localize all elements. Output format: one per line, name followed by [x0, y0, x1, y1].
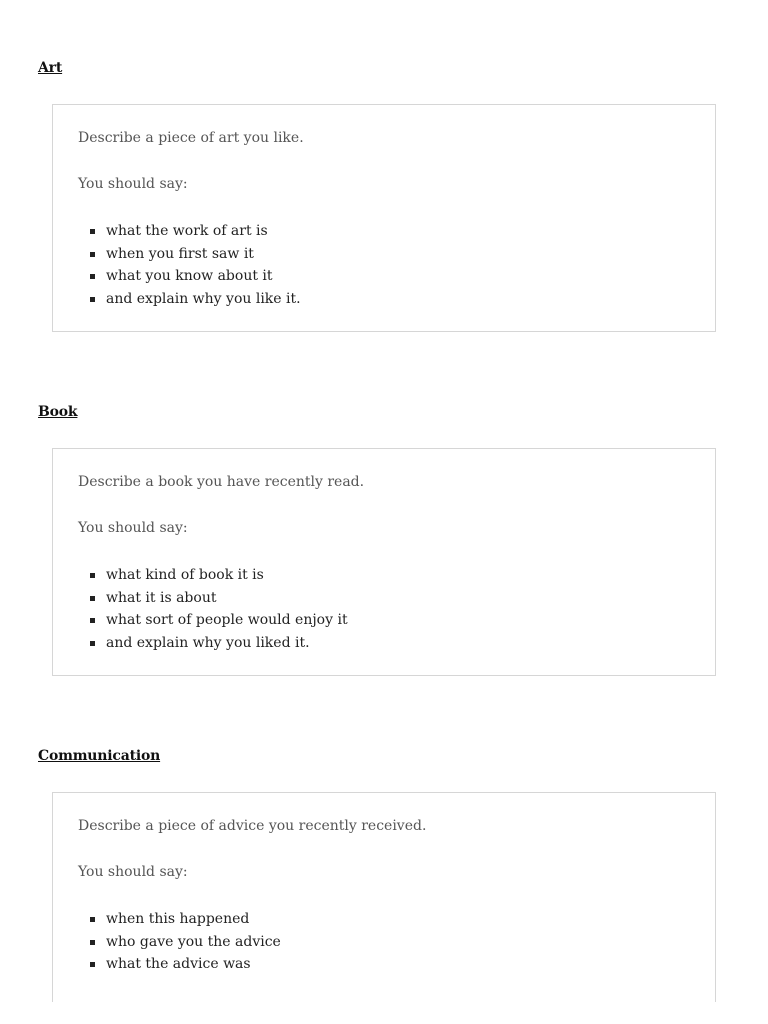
cue-card-art	[52, 104, 716, 332]
list-item	[90, 564, 348, 587]
list-item-text: and explain why you like it.	[106, 291, 301, 308]
cue-card-say-label: You should say:	[78, 864, 188, 880]
list-item-text: what you know about it	[106, 268, 273, 285]
cue-card-say-label: You should say:	[78, 176, 188, 192]
list-item-text: and explain why you liked it.	[106, 635, 310, 652]
square-bullet-icon	[90, 573, 95, 578]
list-item-text: what the advice was	[106, 956, 251, 973]
cue-card-points	[90, 220, 301, 311]
list-item	[90, 632, 348, 655]
cue-card-prompt: Describe a piece of advice you recently received.	[78, 818, 427, 834]
list-item	[90, 908, 281, 931]
cue-card-communication	[52, 792, 716, 1002]
cue-card-book	[52, 448, 716, 676]
section-heading-book: Book	[38, 404, 78, 420]
square-bullet-icon	[90, 641, 95, 646]
list-item	[90, 609, 348, 632]
list-item-text: when this happened	[106, 911, 250, 927]
list-item	[90, 288, 301, 311]
section-heading-communication: Communication	[38, 748, 161, 764]
cue-card-prompt: Describe a book you have recently read.	[78, 474, 365, 490]
square-bullet-icon	[90, 618, 95, 623]
list-item-text: what the work of art is	[106, 223, 268, 239]
square-bullet-icon	[90, 297, 95, 302]
list-item-text: when you first saw it	[106, 245, 254, 262]
square-bullet-icon	[90, 274, 95, 279]
square-bullet-icon	[90, 940, 95, 945]
list-item	[90, 931, 281, 954]
list-item	[90, 953, 281, 976]
square-bullet-icon	[90, 917, 95, 922]
square-bullet-icon	[90, 596, 95, 601]
square-bullet-icon	[90, 962, 95, 967]
square-bullet-icon	[90, 252, 95, 257]
square-bullet-icon	[90, 229, 95, 234]
list-item	[90, 265, 301, 288]
list-item-text: what kind of book it is	[106, 567, 264, 583]
section-heading-art: Art	[38, 60, 63, 76]
cue-card-prompt: Describe a piece of art you like.	[78, 130, 304, 146]
list-item-text: what it is about	[106, 589, 217, 606]
list-item-text: who gave you the advice	[106, 933, 281, 950]
cue-card-points	[90, 908, 281, 976]
cue-card-points	[90, 564, 348, 655]
cue-card-say-label: You should say:	[78, 520, 188, 536]
list-item	[90, 587, 348, 610]
list-item-text: what sort of people would enjoy it	[106, 612, 348, 629]
list-item	[90, 243, 301, 266]
list-item	[90, 220, 301, 243]
